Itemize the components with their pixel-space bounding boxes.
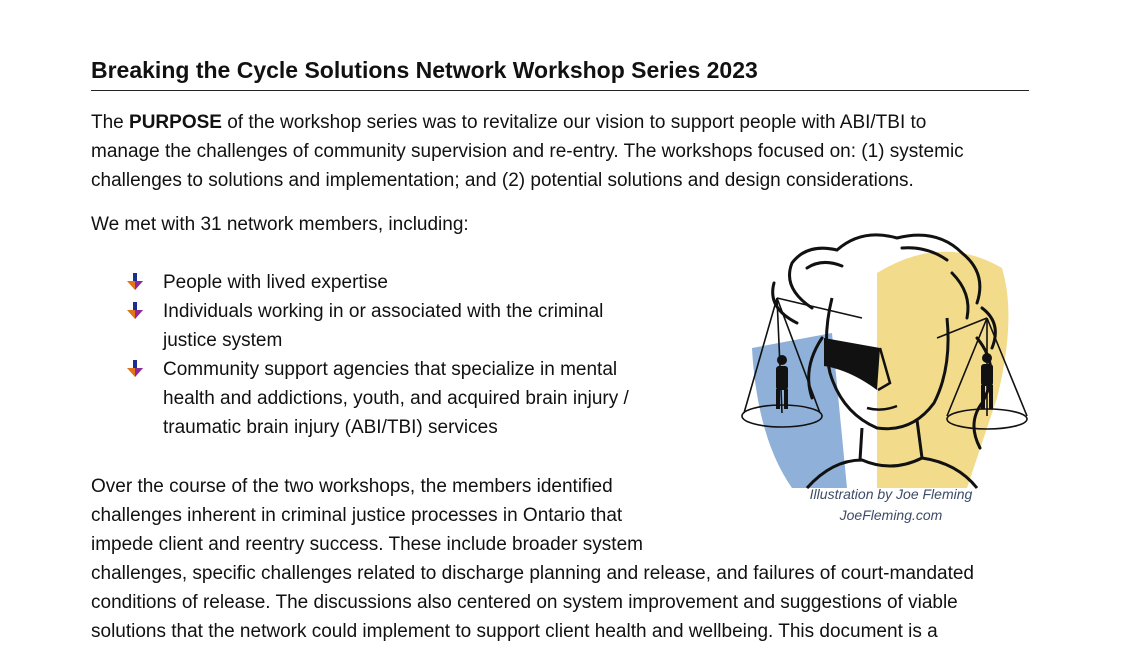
purpose-emphasis: PURPOSE bbox=[129, 112, 222, 133]
closing-line: solutions that the network could implement to support client health and wellbeing. This document is a bbox=[91, 621, 938, 642]
arrow-down-icon bbox=[126, 360, 144, 378]
document-title: Breaking the Cycle Solutions Network Workshop Series 2023 bbox=[91, 55, 1029, 91]
bullet-line: traumatic brain injury (ABI/TBI) services bbox=[163, 417, 498, 438]
member-list bbox=[126, 268, 686, 442]
bullet-line: People with lived expertise bbox=[163, 272, 388, 293]
list-item bbox=[126, 268, 686, 297]
list-item bbox=[126, 297, 686, 355]
bullet-line: justice system bbox=[163, 330, 283, 351]
purpose-line3: challenges to solutions and implementation; and (2) potential solutions and design considerations. bbox=[91, 170, 914, 191]
purpose-paragraph bbox=[91, 108, 964, 195]
arrow-down-icon bbox=[126, 273, 144, 291]
arrow-down-icon bbox=[126, 302, 144, 320]
closing-line: challenges inherent in criminal justice processes in Ontario that bbox=[91, 505, 623, 526]
purpose-line1: of the workshop series was to revitalize our vision to support people with ABI/TBI to bbox=[221, 112, 927, 133]
illustration-website: JoeFleming.com bbox=[839, 507, 943, 523]
purpose-line2: manage the challenges of community supervision and re-entry. The workshops focused on: (1) systemic bbox=[91, 141, 964, 162]
bullet-line: Individuals working in or associated with the criminal bbox=[163, 301, 604, 322]
closing-line: Over the course of the two workshops, the members identified bbox=[91, 476, 613, 497]
list-item bbox=[126, 355, 686, 442]
illustration-credit: Illustration by Joe Fleming bbox=[809, 486, 973, 502]
closing-line: impede client and reentry success. These include broader system bbox=[91, 534, 643, 555]
purpose-lead: The bbox=[91, 112, 130, 133]
members-intro: We met with 31 network members, including: bbox=[91, 214, 469, 235]
bullet-line: Community support agencies that specialize in mental bbox=[163, 359, 618, 380]
bullet-line: health and addictions, youth, and acquired brain injury / bbox=[163, 388, 629, 409]
closing-paragraph bbox=[91, 472, 974, 646]
closing-line: conditions of release. The discussions also centered on system improvement and suggestions of viable bbox=[91, 592, 958, 613]
closing-line: challenges, specific challenges related to discharge planning and release, and failures of court-mandated bbox=[91, 563, 974, 584]
